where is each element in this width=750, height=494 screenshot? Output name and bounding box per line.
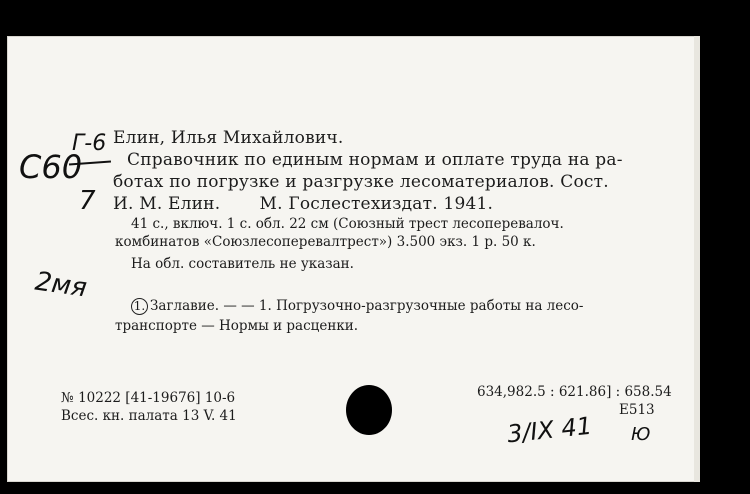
tracing-number: 1. — [131, 298, 148, 315]
physical-line-2: комбинатов «Союзлесоперевалтрест») 3.500 экз. 1 р. 50 к. — [115, 234, 536, 250]
handwritten-shelf-prefix: С60 — [19, 148, 83, 186]
tracing-line-2: транспорте — Нормы и расценки. — [115, 318, 359, 334]
registry-line-1: № 10222 [41-19676] 10-6 — [61, 390, 236, 406]
handwritten-date: 3/IX 41 — [505, 411, 594, 449]
author-mark: Е513 — [619, 402, 655, 418]
classification-index: 634,982.5 : 621.86] : 658.54 — [477, 384, 672, 400]
handwritten-initials: Ю — [631, 424, 651, 445]
handwritten-mark: 2мя — [33, 266, 89, 304]
title-line-3: И. М. Елин. М. Гослестехиздат. 1941. — [113, 194, 494, 214]
registry-line-2: Всес. кн. палата 13 V. 41 — [61, 408, 237, 424]
title-line-2: ботах по погрузке и разгрузке лесоматериалов. Сост. — [113, 172, 609, 192]
author-heading: Елин, Илья Михайлович. — [113, 128, 344, 148]
punch-hole — [346, 385, 392, 435]
card-edge — [694, 36, 700, 482]
physical-line-1: 41 с., включ. 1 с. обл. 22 см (Союзный трест лесоперевалоч. — [131, 216, 564, 232]
catalog-card — [7, 36, 700, 482]
handwritten-shelf-bottom: 7 — [79, 186, 96, 216]
handwritten-shelf-top: Г-6 — [72, 131, 107, 156]
tracing-line-1 — [131, 298, 584, 315]
note-line: На обл. составитель не указан. — [131, 256, 354, 272]
title-line-1: Справочник по единым нормам и оплате труда на ра- — [127, 150, 623, 170]
tracing-text-1: Заглавие. — — 1. Погрузочно-разгрузочные работы на лесо- — [150, 298, 584, 314]
